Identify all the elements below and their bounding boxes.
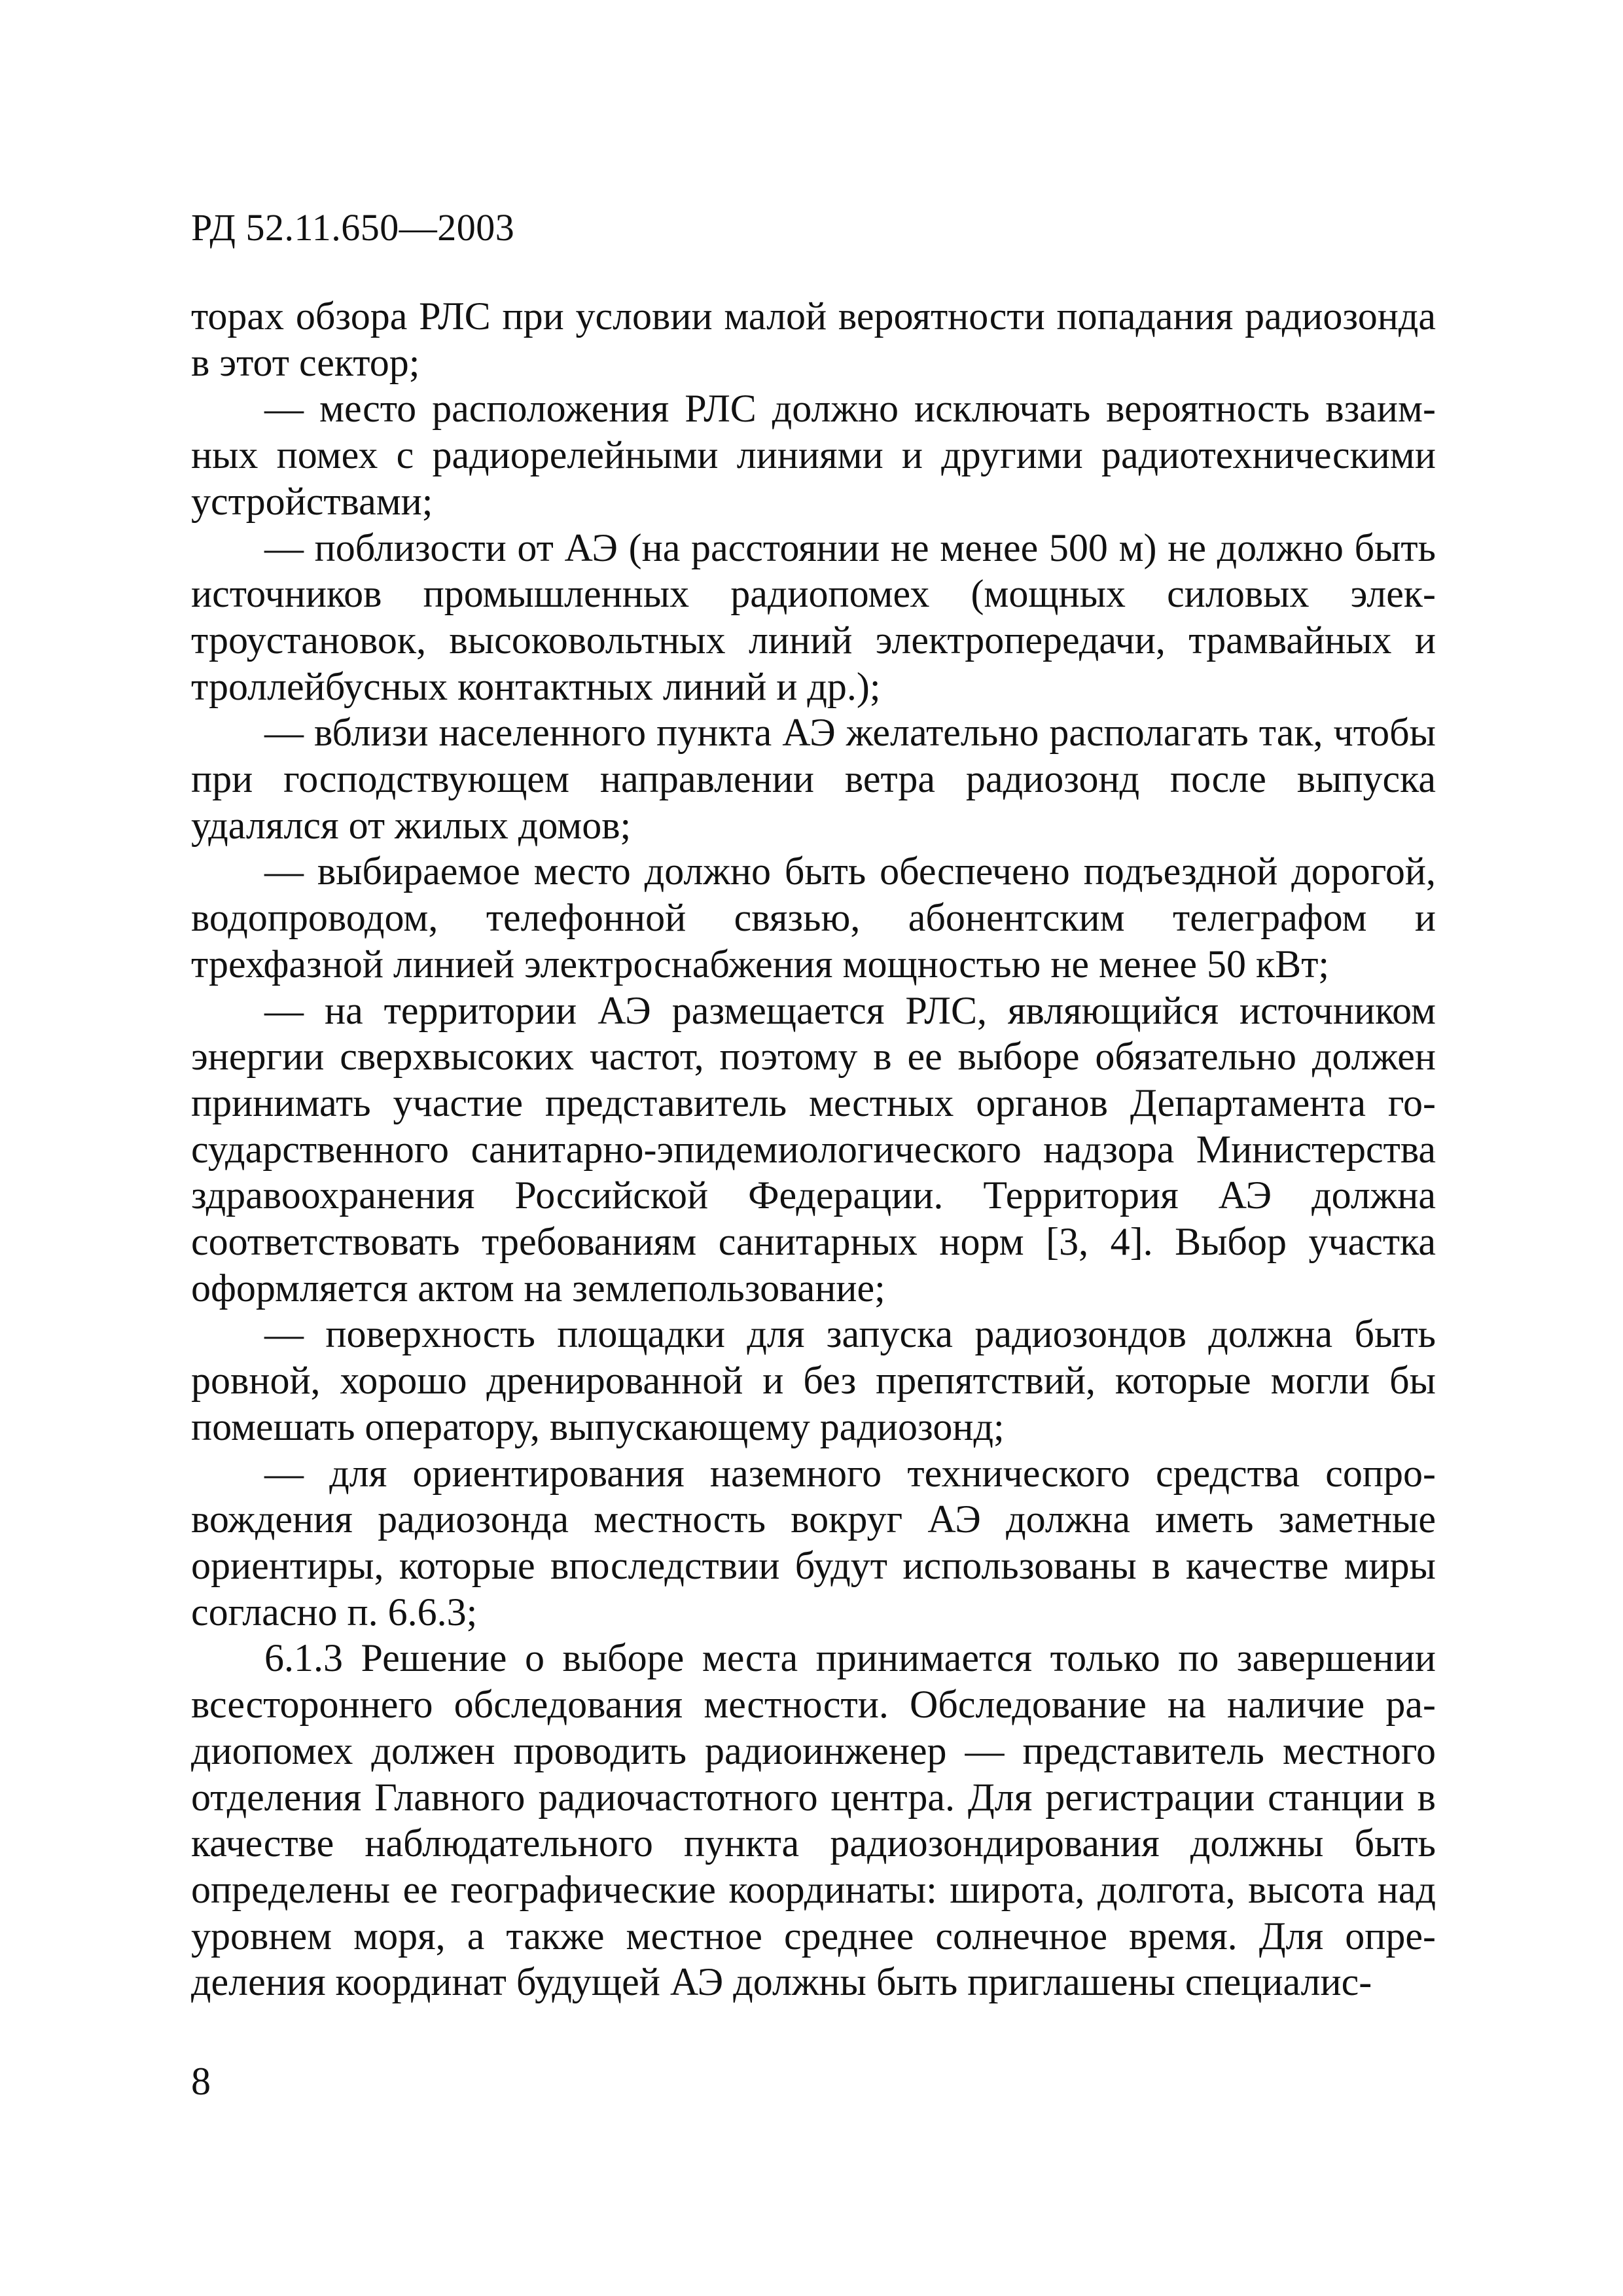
document-code-header: РД 52.11.650—2003 — [191, 206, 515, 249]
page-number: 8 — [191, 2060, 211, 2103]
list-item-infrastructure: — выбираемое место должно быть обеспечено подъездной дорогой, водопроводом, телефонной связью, абонентским телеграфом и трехфазной линией электроснабжения мощностью не менее 50 кВт; — [191, 850, 1436, 986]
list-item-sanitary-norms: — на территории АЭ размещается РЛС, являющийся источником энергии сверхвысоких частот, поэтому в ее выборе обязательно должен принимать участие представитель местных органов Департамента государственного санитарно-эпидемиологического надзора Министерства здравоохранения Российской Федерации. Территория АЭ должна соответствовать требованиям санитарных норм [3, 4]. Выбор участка оформляется актом на землепользование; — [191, 988, 1436, 1310]
list-item-interference: — место расположения РЛС должно исключать вероятность взаимных помех с радиорелейными линиями и другими радиотехническими устройствами; — [191, 387, 1436, 523]
list-item-industrial-noise: — поблизости от АЭ (на расстоянии не менее 500 м) не должно быть источников промышленных радиопомех (мощных силовых электроустановок, высоковольтных линий электропередачи, трамвайных и троллейбусных контактных линий и др.); — [191, 526, 1436, 708]
section-6-1-3-paragraph: 6.1.3 Решение о выборе места принимается только по завершении всестороннего обследования местности. Обследование на наличие радиопомех должен проводить радиоинженер — представитель местного отделения Главного радиочастотного центра. Для регистрации станции в качестве наблюдательного пункта радиозондирования должны быть определены ее географические координаты: широта, долгота, высота над уровнем моря, а также местное среднее солнечное время. Для определения координат будущей АЭ должны быть приглашены специалис- — [191, 1636, 1436, 2004]
paragraph-continuation: торах обзора РЛС при условии малой вероятности попадания радиозонда в этот сектор; — [191, 295, 1436, 384]
list-item-launch-surface: — поверхность площадки для запуска радиозондов должна быть ровной, хорошо дренированной и без препятствий, которые могли бы помешать оператору, выпускающему радиозонд; — [191, 1312, 1436, 1448]
document-body — [191, 293, 1436, 2005]
list-item-wind-direction: — вблизи населенного пункта АЭ желательно располагать так, чтобы при господствующем направлении ветра радиозонд после выпуска удалялся от жилых домов; — [191, 711, 1436, 847]
list-item-landmarks: — для ориентирования наземного технического средства сопровождения радиозонда местность вокруг АЭ должна иметь заметные ориентиры, которые впоследствии будут использованы в качестве миры согласно п. 6.6.3; — [191, 1451, 1436, 1634]
